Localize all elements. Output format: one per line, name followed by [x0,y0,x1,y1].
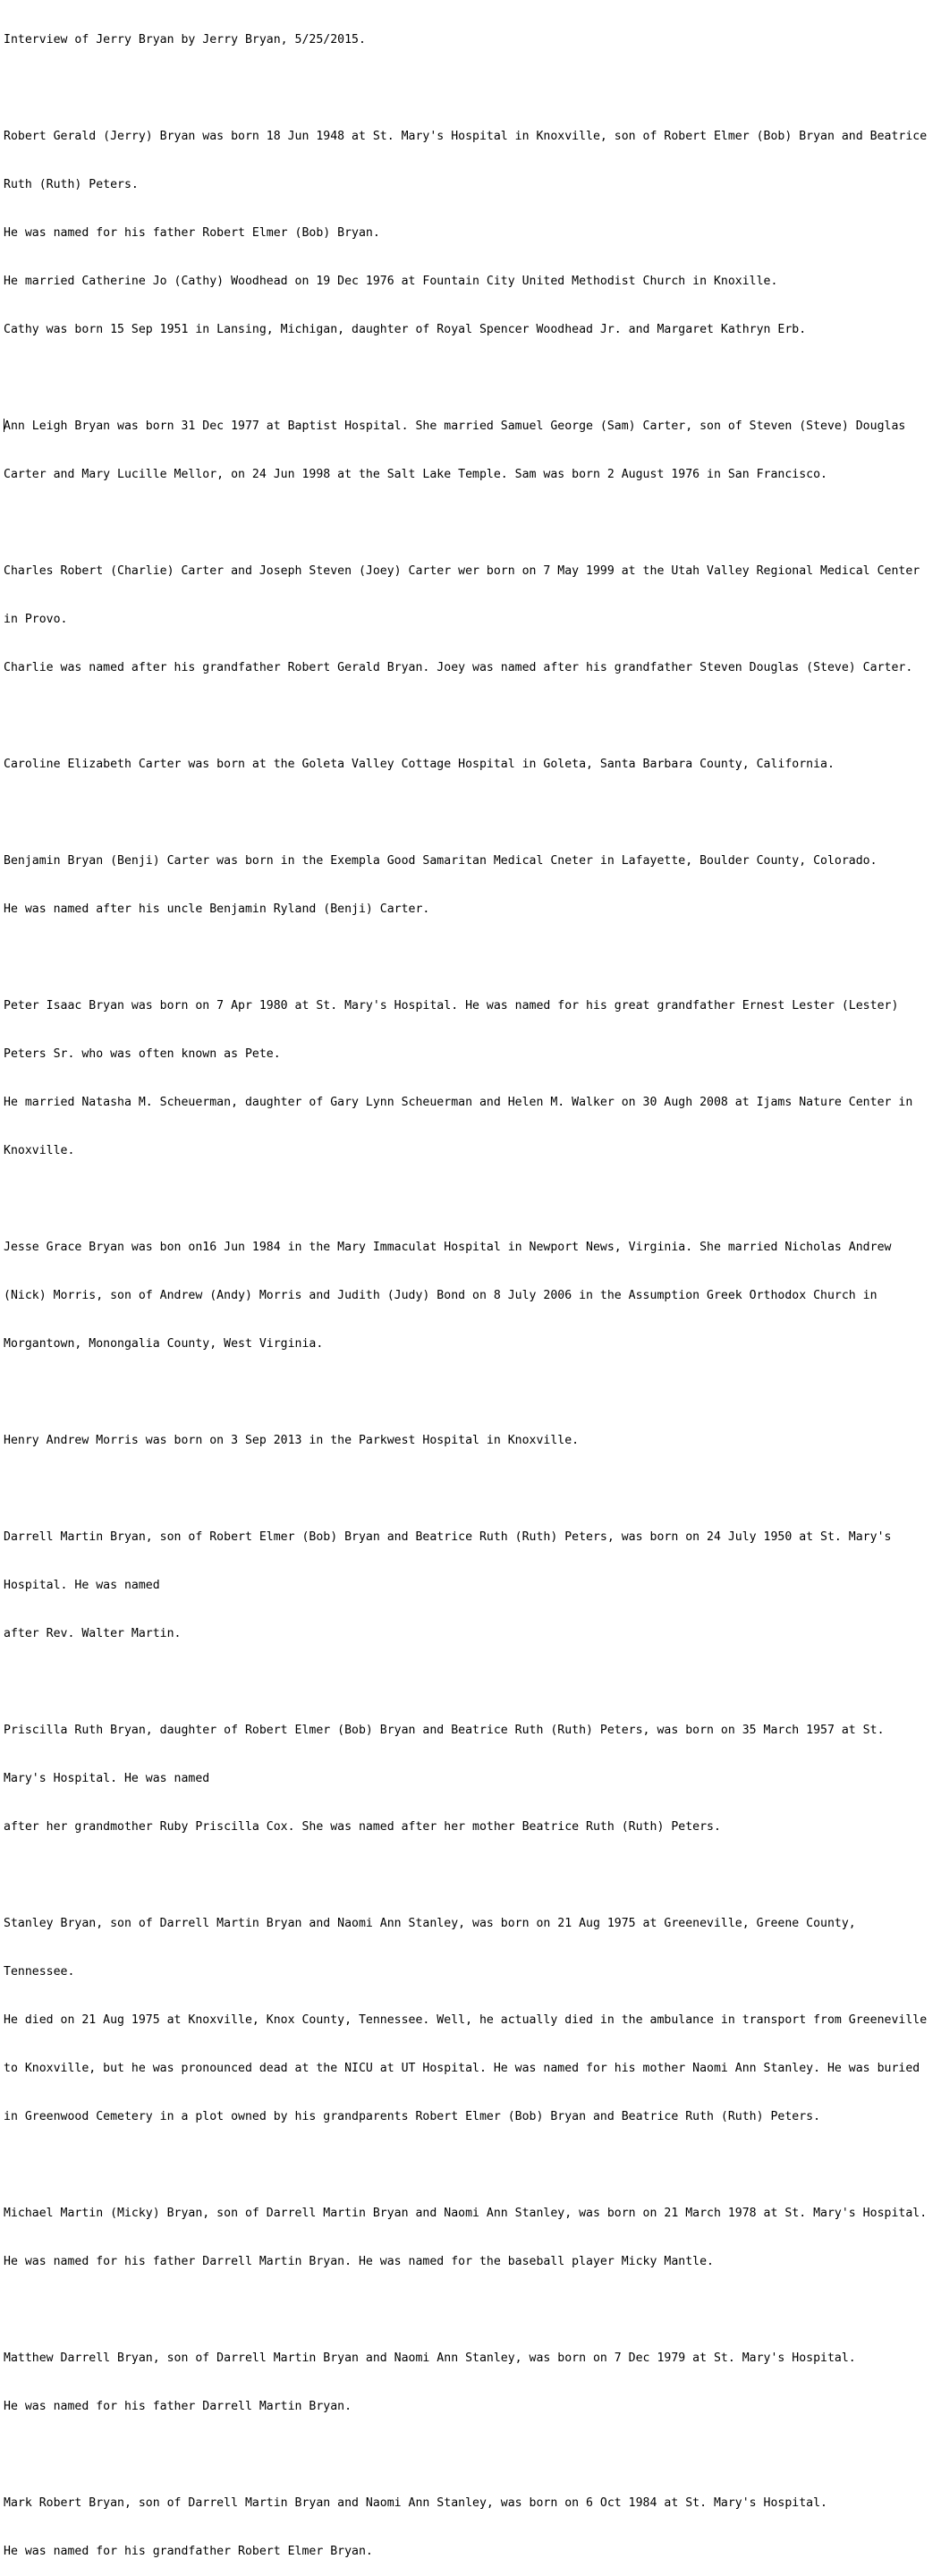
text-line [4,805,941,821]
text-line [4,2157,941,2174]
text-line [4,80,941,97]
text-line: Darrell Martin Bryan, son of Robert Elmer (Bob) Bryan and Beatrice Ruth (Ruth) Peters, was born on 24 July 1950 at St. Mary's [4,1530,892,1544]
text-line: Interview of Jerry Bryan by Jerry Bryan, 5/25/2015. [4,33,366,47]
text-line [4,2302,941,2318]
text-line: Mary's Hospital. He was named [4,1772,210,1785]
text-line: Stanley Bryan, son of Darrell Martin Bryan and Naomi Ann Stanley, was born on 21 Aug 1975 at Greeneville, Greene County, [4,1917,856,1930]
text-line: Michael Martin (Micky) Bryan, son of Darrell Martin Bryan and Naomi Ann Stanley, was born on 21 March 1978 at St. Mary's Hospital. [4,2207,928,2220]
text-line: Charlie was named after his grandfather Robert Gerald Bryan. Joey was named after his grandfather Steven Douglas (Steve) Carter. [4,661,913,674]
text-line: He died on 21 Aug 1975 at Knoxville, Knox County, Tennessee. Well, he actually died in the ambulance in transport from Greeneville [4,2013,928,2027]
text-line: Tennessee. [4,1965,75,1979]
text-line: He married Natasha M. Scheuerman, daughter of Gary Lynn Scheuerman and Helen M. Walker on 30 Augh 2008 at Ijams Nature Center in [4,1096,913,1109]
text-line [4,708,941,724]
text-line: He was named for his grandfather Robert Elmer Bryan. [4,2545,373,2558]
text-line: Mark Robert Bryan, son of Darrell Martin Bryan and Naomi Ann Stanley, was born on 6 Oct 1984 at St. Mary's Hospital. [4,2496,827,2510]
text-line: Priscilla Ruth Bryan, daughter of Robert Elmer (Bob) Bryan and Beatrice Ruth (Ruth) Peters, was born on 35 March 1957 at St. [4,1724,885,1737]
text-line: He was named for his father Robert Elmer (Bob) Bryan. [4,226,380,240]
text-line: after Rev. Walter Martin. [4,1627,182,1640]
text-line: Robert Gerald (Jerry) Bryan was born 18 Jun 1948 at St. Mary's Hospital in Knoxville, son of Robert Elmer (Bob) Bryan and Beatrice [4,130,928,143]
text-line: Ann Leigh Bryan was born 31 Dec 1977 at Baptist Hospital. She married Samuel George (Sam) Carter, son of Steven (Steve) Douglas [4,419,906,433]
text-line: Cathy was born 15 Sep 1951 in Lansing, Michigan, daughter of Royal Spencer Woodhead Jr. and Margaret Kathryn Erb. [4,323,807,336]
text-line: He married Catherine Jo (Cathy) Woodhead on 19 Dec 1976 at Fountain City United Methodist Church in Knoxille. [4,275,778,288]
text-line [4,1481,941,1497]
text-line [4,1868,941,1884]
text-line: in Provo. [4,613,68,626]
text-line: to Knoxville, but he was pronounced dead at the NICU at UT Hospital. He was named for his mother Naomi Ann Stanley. He was buried [4,2062,920,2075]
text-line: He was named after his uncle Benjamin Ryland (Benji) Carter. [4,902,430,916]
text-line: He was named for his father Darrell Martin Bryan. He was named for the baseball player Micky Mantle. [4,2255,714,2268]
text-line: after her grandmother Ruby Priscilla Cox. She was named after her mother Beatrice Ruth (Ruth) Peters. [4,1820,721,1834]
text-line: Ruth (Ruth) Peters. [4,178,139,191]
text-line [4,370,941,386]
text-line: Matthew Darrell Bryan, son of Darrell Martin Bryan and Naomi Ann Stanley, was born on 7 Dec 1979 at St. Mary's Hospital. [4,2351,856,2365]
text-line: Charles Robert (Charlie) Carter and Joseph Steven (Joey) Carter wer born on 7 May 1999 at the Utah Valley Regional Medical Center [4,564,920,578]
text-line: Peters Sr. who was often known as Pete. [4,1047,281,1061]
text-line [4,1385,941,1401]
text-line [4,515,941,531]
text-line: Carter and Mary Lucille Mellor, on 24 Jun 1998 at the Salt Lake Temple. Sam was born 2 August 1976 in San Francisco. [4,468,827,481]
text-line: Henry Andrew Morris was born on 3 Sep 2013 in the Parkwest Hospital in Knoxville. [4,1434,580,1447]
text-editor-area[interactable] [4,0,941,2576]
text-line: He was named for his father Darrell Martin Bryan. [4,2400,352,2413]
text-line [4,950,941,966]
text-line: in Greenwood Cemetery in a plot owned by his grandparents Robert Elmer (Bob) Bryan and Beatrice Ruth (Ruth) Peters. [4,2110,821,2123]
text-line [4,2447,941,2463]
text-line: (Nick) Morris, son of Andrew (Andy) Morris and Judith (Judy) Bond on 8 July 2006 in the Assumption Greek Orthodox Church in [4,1289,877,1302]
text-line: Jesse Grace Bryan was bon on16 Jun 1984 in the Mary Immaculat Hospital in Newport News, Virginia. She married Nicholas Andrew [4,1241,892,1254]
text-line: Benjamin Bryan (Benji) Carter was born in the Exempla Good Samaritan Medical Cneter in Lafayette, Boulder County, Colorado. [4,854,877,868]
text-line [4,1191,941,1208]
text-line-with-caret [4,419,941,435]
text-line: Knoxville. [4,1144,75,1157]
text-line: Caroline Elizabeth Carter was born at the Goleta Valley Cottage Hospital in Goleta, Santa Barbara County, California. [4,758,835,771]
text-line: Peter Isaac Bryan was born on 7 Apr 1980 at St. Mary's Hospital. He was named for his great grandfather Ernest Lester (Lester) [4,999,899,1013]
text-line: Morgantown, Monongalia County, West Virginia. [4,1337,324,1351]
text-line [4,1674,941,1690]
text-line: Hospital. He was named [4,1579,160,1592]
